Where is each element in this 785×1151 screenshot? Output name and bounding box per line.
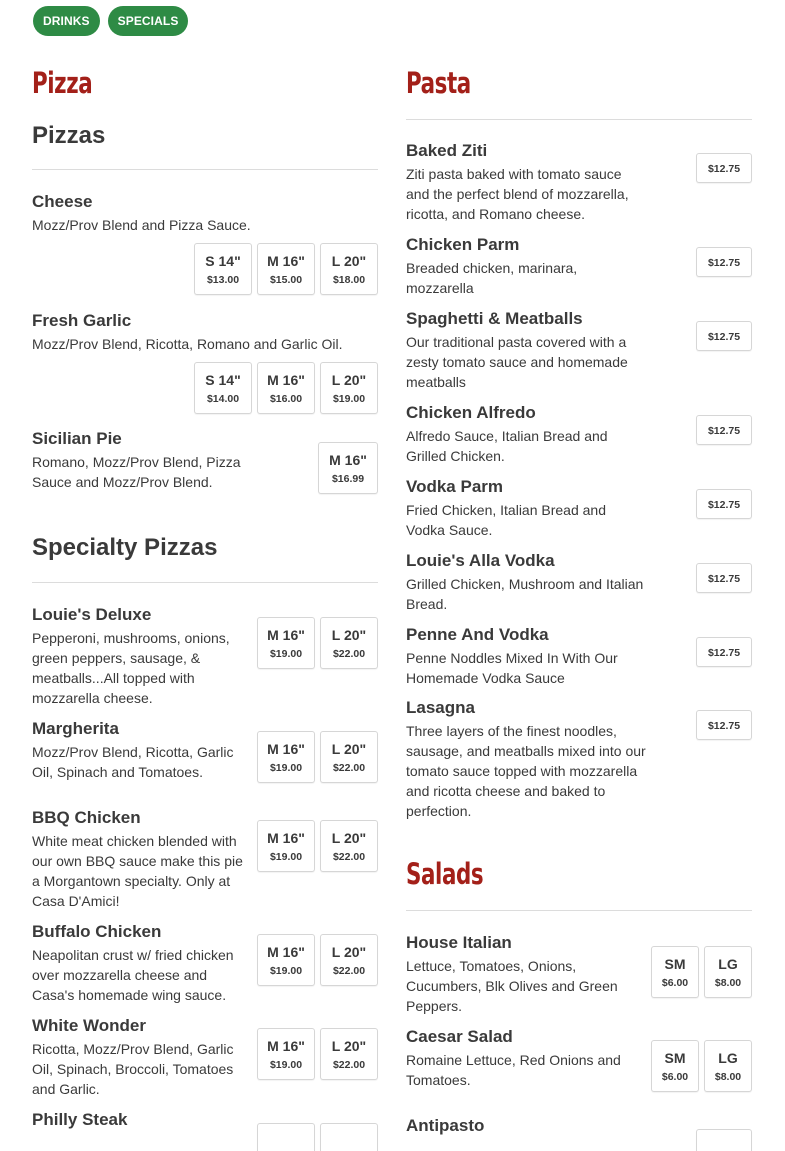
price-options <box>696 321 752 351</box>
price-options <box>194 362 378 414</box>
item-description: Grilled Chicken, Mushroom and Italian Bread. <box>406 576 644 612</box>
price-options <box>696 247 752 277</box>
item-name: Spaghetti & Meatballs <box>406 309 583 328</box>
price-label: $12.75 <box>707 720 741 732</box>
menu-item-caesar-salad[interactable] <box>406 1027 752 1116</box>
price-label: $19.00 <box>269 762 303 774</box>
size-label: SM <box>664 956 686 972</box>
item-description: Romano, Mozz/Prov Blend, Pizza Sauce and Mozz/Prov Blend. <box>32 454 241 490</box>
size-label: M 16" <box>329 452 367 468</box>
item-name: Caesar Salad <box>406 1027 513 1046</box>
size-label: S 14" <box>205 253 241 269</box>
item-name: Louie's Alla Vodka <box>406 551 555 570</box>
price-option-medium[interactable] <box>257 617 315 669</box>
price-label: $12.75 <box>707 163 741 175</box>
price-option-medium[interactable] <box>257 820 315 872</box>
price-option-large[interactable] <box>320 617 378 669</box>
menu-item-penne-and-vodka[interactable] <box>406 625 752 698</box>
subsection-title-pizzas: Pizzas <box>32 122 106 149</box>
item-description: Alfredo Sauce, Italian Bread and Grilled Chicken. <box>406 428 608 464</box>
price-option[interactable] <box>696 415 752 445</box>
item-name: White Wonder <box>32 1016 146 1035</box>
price-options <box>257 617 378 669</box>
price-option[interactable] <box>696 1129 752 1151</box>
price-options <box>696 710 752 740</box>
price-options <box>696 153 752 183</box>
size-label: L 20" <box>331 944 367 960</box>
price-label: $12.75 <box>707 573 741 585</box>
size-label: SM <box>664 1050 686 1066</box>
item-description: Romaine Lettuce, Red Onions and Tomatoes. <box>406 1052 621 1088</box>
item-description: Fried Chicken, Italian Bread and Vodka Sauce. <box>406 502 606 538</box>
price-options <box>696 637 752 667</box>
price-option-medium[interactable] <box>257 243 315 295</box>
price-label: $12.75 <box>707 331 741 343</box>
price-label: $22.00 <box>332 762 366 774</box>
size-label: S 14" <box>205 372 241 388</box>
size-label: L 20" <box>331 1038 367 1054</box>
item-description: Pepperoni, mushrooms, onions, green peppers, sausage, & meatballs...All topped with mozzarella cheese. <box>32 630 230 706</box>
price-option-small[interactable] <box>194 243 252 295</box>
price-label: $15.00 <box>269 274 303 286</box>
item-name: Buffalo Chicken <box>32 922 162 941</box>
item-description: Breaded chicken, marinara, mozzarella <box>406 260 578 296</box>
item-description: Penne Noddles Mixed In With Our Homemade Vodka Sauce <box>406 650 618 686</box>
price-options <box>651 946 752 998</box>
price-option-large[interactable] <box>320 1123 378 1151</box>
menu-item-antipasto[interactable] <box>406 1116 752 1146</box>
price-label: $8.00 <box>714 1071 742 1083</box>
price-options <box>257 731 378 783</box>
item-description: Ricotta, Mozz/Prov Blend, Garlic Oil, Spinach, Broccoli, Tomatoes and Garlic. <box>32 1041 234 1097</box>
size-label: L 20" <box>331 253 367 269</box>
price-label: $8.00 <box>714 977 742 989</box>
menu-item-lasagna[interactable] <box>406 698 752 853</box>
item-description: Three layers of the finest noodles, sausage, and meatballs mixed into our tomato sauce topped with mozzarella and ricotta cheese and baked to perfection. <box>406 723 646 819</box>
pill-drinks[interactable]: DRINKS <box>33 6 100 36</box>
size-label: L 20" <box>331 830 367 846</box>
price-label: $18.00 <box>332 274 366 286</box>
price-label: $14.00 <box>206 393 240 405</box>
price-option[interactable] <box>696 563 752 593</box>
price-label: $12.75 <box>707 257 741 269</box>
price-label: $12.75 <box>707 499 741 511</box>
price-label: $19.00 <box>269 851 303 863</box>
size-label: M 16" <box>267 253 305 269</box>
price-options <box>257 1123 378 1151</box>
price-label: $13.00 <box>206 274 240 286</box>
item-description: Mozz/Prov Blend and Pizza Sauce. <box>32 217 251 233</box>
divider <box>32 582 378 583</box>
price-label: $6.00 <box>661 1071 689 1083</box>
price-option-small[interactable] <box>194 362 252 414</box>
price-option-small[interactable] <box>651 1040 699 1092</box>
item-description: Lettuce, Tomatoes, Onions, Cucumbers, Blk Olives and Green Peppers. <box>406 958 618 1014</box>
price-option-large[interactable] <box>320 1028 378 1080</box>
item-name: BBQ Chicken <box>32 808 141 827</box>
item-name: Margherita <box>32 719 119 738</box>
item-name: Baked Ziti <box>406 141 488 160</box>
price-option-small[interactable] <box>651 946 699 998</box>
price-option-medium[interactable] <box>257 362 315 414</box>
menu-item-baked-ziti[interactable] <box>406 141 752 235</box>
menu-item-spaghetti-meatballs[interactable] <box>406 309 752 403</box>
item-name: Penne And Vodka <box>406 625 549 644</box>
price-option-large[interactable] <box>704 946 752 998</box>
category-title-pasta: Pasta <box>406 66 471 100</box>
size-label: M 16" <box>267 830 305 846</box>
size-label: M 16" <box>267 1038 305 1054</box>
price-option-large[interactable] <box>320 731 378 783</box>
size-label: L 20" <box>331 741 367 757</box>
menu-item-chicken-alfredo[interactable] <box>406 403 752 477</box>
item-name: Antipasto <box>406 1116 485 1135</box>
size-label: M 16" <box>267 944 305 960</box>
menu-item-white-wonder[interactable] <box>32 1016 378 1110</box>
item-name: Louie's Deluxe <box>32 605 152 624</box>
menu-item-chicken-parm[interactable] <box>406 235 752 309</box>
price-label: $12.75 <box>707 425 741 437</box>
menu-item-sicilian-pie[interactable] <box>32 429 378 533</box>
price-option[interactable] <box>696 247 752 277</box>
price-label: $16.00 <box>269 393 303 405</box>
menu-item-bbq-chicken[interactable] <box>32 808 378 922</box>
divider <box>406 910 752 911</box>
size-label: LG <box>718 956 738 972</box>
menu-item-philly-steak[interactable] <box>32 1110 378 1140</box>
price-option-medium[interactable] <box>257 1123 315 1151</box>
price-label: $22.00 <box>332 648 366 660</box>
price-option-large[interactable] <box>320 362 378 414</box>
price-option[interactable] <box>696 637 752 667</box>
item-name: Philly Steak <box>32 1110 128 1129</box>
price-options <box>257 820 378 872</box>
category-pill-bar <box>33 6 188 36</box>
item-description: Our traditional pasta covered with a zesty tomato sauce and homemade meatballs <box>406 334 628 390</box>
size-label: M 16" <box>267 741 305 757</box>
price-option-medium[interactable] <box>257 1028 315 1080</box>
menu-item-house-italian[interactable] <box>406 933 752 1027</box>
item-name: Lasagna <box>406 698 475 717</box>
item-name: Fresh Garlic <box>32 311 132 330</box>
price-option-large[interactable] <box>704 1040 752 1092</box>
menu-item-vodka-parm[interactable] <box>406 477 752 551</box>
category-title-salads: Salads <box>406 857 484 891</box>
item-description: Mozz/Prov Blend, Ricotta, Garlic Oil, Spinach and Tomatoes. <box>32 744 234 780</box>
item-name: Sicilian Pie <box>32 429 122 448</box>
menu-item-margherita[interactable] <box>32 719 378 808</box>
price-options <box>651 1040 752 1092</box>
menu-item-buffalo-chicken[interactable] <box>32 922 378 1016</box>
size-label: L 20" <box>331 372 367 388</box>
price-label: $22.00 <box>332 1059 366 1071</box>
divider <box>406 119 752 120</box>
price-option-large[interactable] <box>320 243 378 295</box>
price-option-large[interactable] <box>320 934 378 986</box>
divider <box>32 169 378 170</box>
price-options <box>696 415 752 445</box>
price-options <box>696 1129 752 1151</box>
price-options <box>696 563 752 593</box>
price-options <box>194 243 378 295</box>
price-label: $19.00 <box>269 965 303 977</box>
price-option-medium[interactable] <box>318 442 378 494</box>
price-label: $6.00 <box>661 977 689 989</box>
pill-specials[interactable]: SPECIALS <box>108 6 189 36</box>
item-name: Vodka Parm <box>406 477 504 496</box>
price-options <box>696 489 752 519</box>
price-option[interactable] <box>696 321 752 351</box>
price-label: $16.99 <box>331 473 365 485</box>
size-label: LG <box>718 1050 738 1066</box>
pasta-column <box>406 62 752 1146</box>
item-name: Chicken Alfredo <box>406 403 536 422</box>
price-options <box>257 1028 378 1080</box>
pizza-column <box>32 62 378 1140</box>
menu-item-cheese[interactable] <box>32 192 378 311</box>
price-option[interactable] <box>696 153 752 183</box>
menu-item-fresh-garlic[interactable] <box>32 311 378 429</box>
price-option-medium[interactable] <box>257 731 315 783</box>
item-name: Cheese <box>32 192 93 211</box>
price-label: $19.00 <box>332 393 366 405</box>
size-label: M 16" <box>267 627 305 643</box>
category-title-pizza: Pizza <box>32 66 93 100</box>
price-option[interactable] <box>696 710 752 740</box>
menu-item-louies-alla-vodka[interactable] <box>406 551 752 625</box>
item-description: Mozz/Prov Blend, Ricotta, Romano and Garlic Oil. <box>32 336 343 352</box>
menu-item-louies-deluxe[interactable] <box>32 605 378 719</box>
size-label: L 20" <box>331 627 367 643</box>
price-label: $22.00 <box>332 851 366 863</box>
subsection-title-specialty-pizzas: Specialty Pizzas <box>32 534 218 561</box>
price-option-large[interactable] <box>320 820 378 872</box>
price-label: $19.00 <box>269 648 303 660</box>
price-option-medium[interactable] <box>257 934 315 986</box>
size-label: M 16" <box>267 372 305 388</box>
item-description: Neapolitan crust w/ fried chicken over mozzarella cheese and Casa's homemade wing sauce. <box>32 947 234 1003</box>
item-description: White meat chicken blended with our own BBQ sauce make this pie a Morgantown specialty. Only at Casa D'Amici! <box>32 833 243 909</box>
item-description: Ziti pasta baked with tomato sauce and the perfect blend of mozzarella, ricotta, and Romano cheese. <box>406 166 629 222</box>
item-name: Chicken Parm <box>406 235 520 254</box>
price-option[interactable] <box>696 489 752 519</box>
price-options <box>257 934 378 986</box>
price-label: $12.75 <box>707 647 741 659</box>
item-name: House Italian <box>406 933 512 952</box>
price-label: $22.00 <box>332 965 366 977</box>
price-label: $19.00 <box>269 1059 303 1071</box>
price-options <box>318 442 378 494</box>
